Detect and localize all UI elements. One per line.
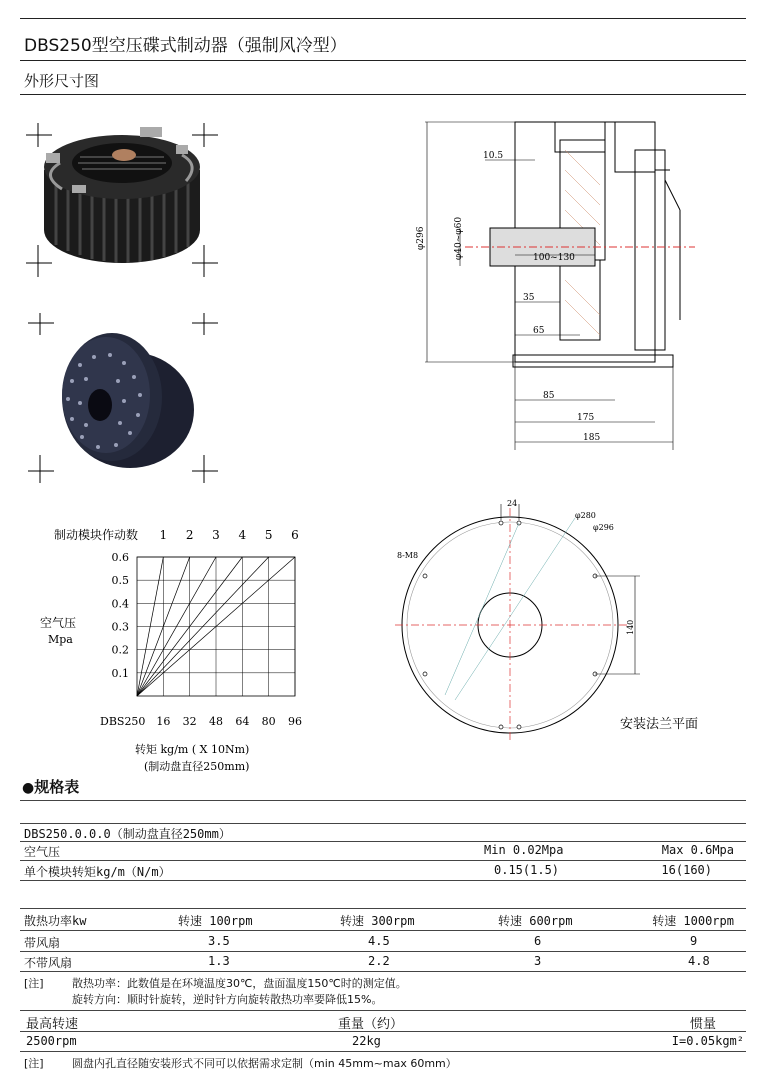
y-tick-label: 0.3 — [111, 620, 129, 634]
dim-185: 185 — [583, 433, 601, 443]
x-tick-label: 64 — [235, 715, 250, 728]
speed-row: 2500rpm 22kg I=0.05kgm² — [26, 1034, 744, 1048]
x-tick-label: 80 — [261, 715, 276, 728]
flange-dim-phi296: φ296 — [593, 523, 614, 532]
flange-dim-140: 140 — [626, 619, 635, 635]
top-rule — [20, 18, 746, 19]
note-bore: 圆盘内孔直径随安装形式不同可以依据需求定制（min 45mm~max 60mm） — [72, 1057, 457, 1070]
chart-xlabel: 转矩 kg/m ( X 10Nm) — [135, 743, 250, 756]
x-tick-label: 16 — [156, 715, 171, 728]
note3-mark: [注] — [24, 1057, 44, 1070]
dim-35: 35 — [523, 293, 535, 303]
spec-heading: ●规格表 — [22, 778, 80, 796]
fan-row: 带风扇 3.5 4.5 6 9 — [24, 934, 698, 950]
note-heat: 散热功率：此数值是在环境温度30℃，盘面温度150℃时的测定值。 — [72, 977, 407, 990]
bullet-icon: ● — [22, 780, 35, 796]
y-tick-label: 0.4 — [111, 597, 129, 611]
module-count-label: 1 — [159, 528, 168, 542]
dim-phi40-60: φ40~φ60 — [454, 216, 464, 260]
brake-unit-photo — [0, 105, 250, 290]
dim-10-5: 10.5 — [483, 151, 504, 161]
nofan-row: 不带风扇 1.3 2.2 3 4.8 — [24, 954, 710, 970]
x-tick-label: 32 — [182, 715, 197, 728]
chart-x-model: DBS250 — [100, 715, 146, 728]
title-rule — [20, 60, 746, 61]
chart-top-label: 制动模块作动数 — [54, 528, 139, 542]
heat-header-row: 散热功率kw 转速 100rpm 转速 300rpm 转速 600rpm 转速 1000rpm — [24, 914, 734, 928]
page-title: DBS250型空压碟式制动器（强制风冷型） — [24, 36, 347, 56]
flange-drawing — [385, 490, 725, 750]
module-count-label: 6 — [291, 528, 299, 542]
model-row: DBS250.0.0.0（制动盘直径250mm） — [24, 827, 231, 841]
spec-rule — [20, 800, 746, 801]
table2-top — [20, 908, 746, 909]
chart-xnote: (制动盘直径250mm) — [144, 760, 250, 773]
chart-xticks — [156, 715, 302, 728]
flange-holes: 8-M8 — [397, 551, 419, 560]
dim-phi296: φ296 — [416, 226, 426, 250]
flange-caption: 安装法兰平面 — [620, 717, 699, 732]
y-tick-label: 0.1 — [111, 666, 129, 680]
dim-100-130: 100~130 — [533, 253, 575, 263]
flange-dim-phi280: φ280 — [575, 511, 596, 520]
y-tick-label: 0.5 — [111, 574, 129, 588]
air-row: 空气压 Min 0.02Mpa Max 0.6Mpa — [24, 843, 734, 859]
chart-yticks — [112, 551, 130, 680]
note-mark: [注] — [24, 977, 44, 990]
dim-65: 65 — [533, 326, 545, 336]
module-labels — [160, 528, 299, 542]
dim-175: 175 — [577, 413, 595, 423]
flange-dim-24: 24 — [507, 499, 518, 508]
subtitle-rule — [20, 94, 746, 95]
torque-row: 单个模块转矩kg/m（N/m） 0.15(1.5) 16(160) — [24, 863, 712, 879]
module-count-label: 2 — [185, 528, 194, 542]
y-tick-label: 0.6 — [111, 551, 129, 564]
module-count-label: 3 — [212, 528, 220, 542]
side-section-drawing — [405, 110, 705, 455]
note-rotation: 旋转方向：顺时针旋转，逆时针方向旋转散热功率要降低15%。 — [72, 993, 383, 1006]
module-count-label: 4 — [238, 528, 247, 542]
speed-header-row: 最高转速 重量（约） 惯量 — [26, 1017, 716, 1032]
y-tick-label: 0.2 — [111, 643, 129, 657]
brake-disc-photo — [0, 305, 250, 495]
section-subtitle: 外形尺寸图 — [24, 72, 100, 90]
torque-chart — [20, 520, 330, 780]
dim-85: 85 — [543, 391, 555, 401]
x-tick-label: 96 — [288, 715, 302, 728]
module-count-label: 5 — [264, 528, 273, 542]
chart-yunit: Mpa — [48, 633, 73, 646]
table1-top — [20, 823, 746, 824]
x-tick-label: 48 — [209, 715, 223, 728]
chart-ylabel: 空气压 — [40, 616, 77, 630]
